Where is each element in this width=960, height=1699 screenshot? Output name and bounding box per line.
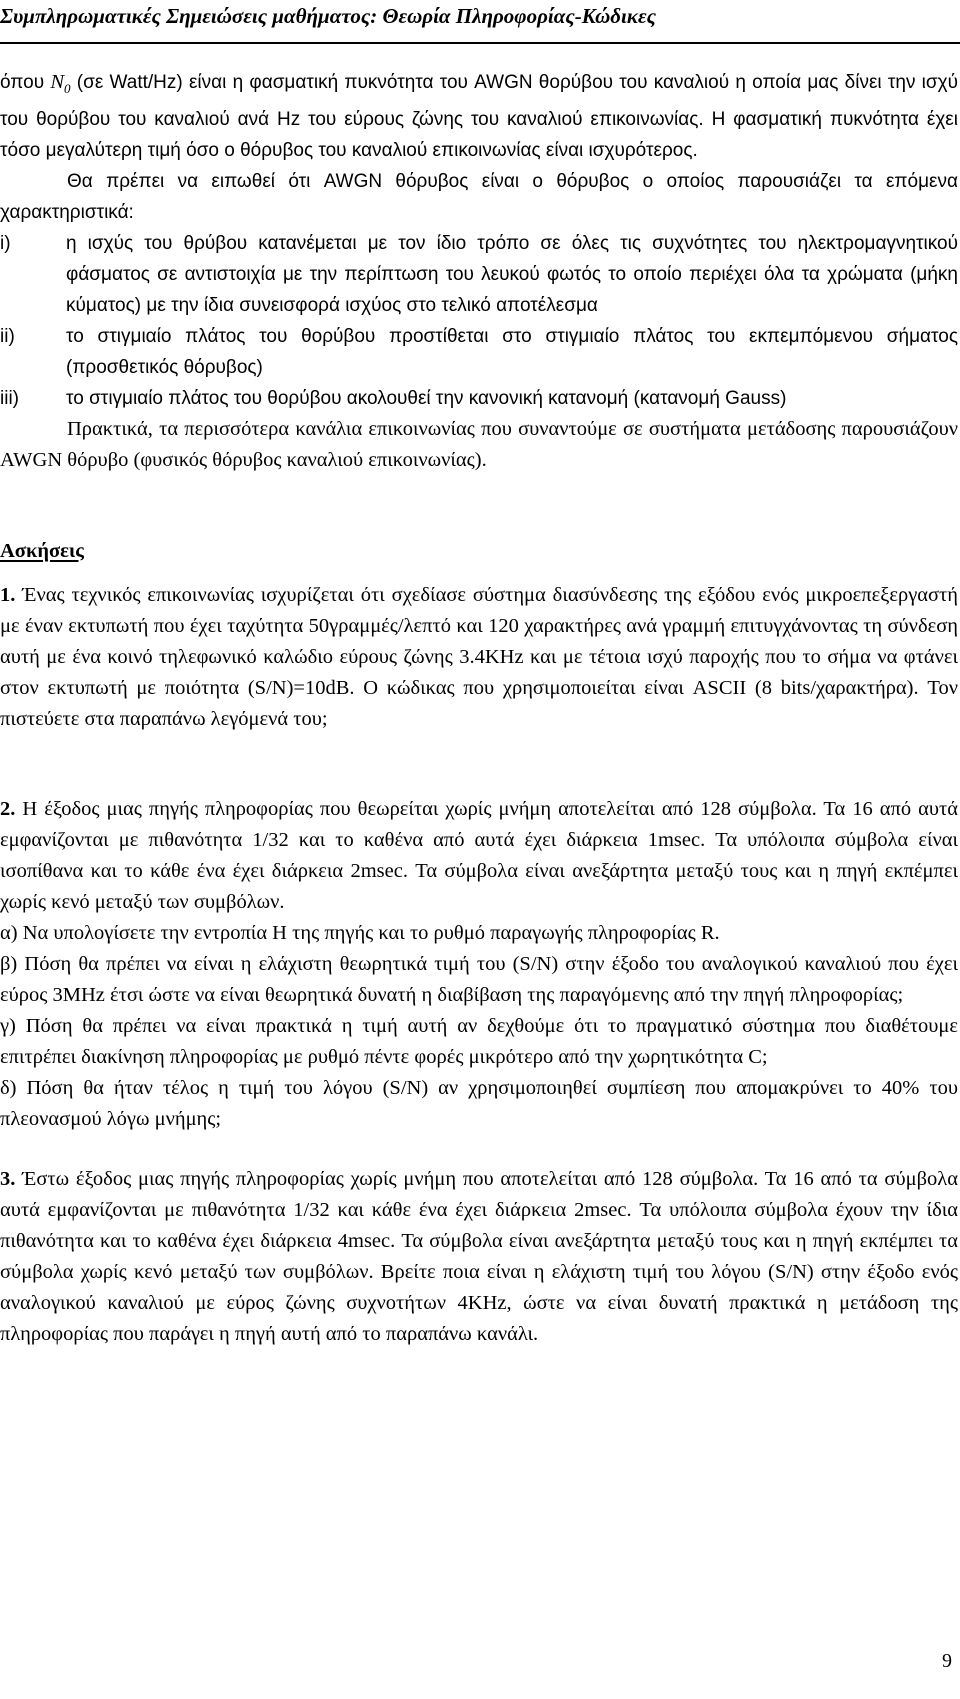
list-marker: ii): [0, 325, 15, 347]
list-item-text: το στιγμιαίο πλάτος του θορύβου ακολουθεί την κανονική κατανομή (κατανομή Gauss): [66, 387, 787, 409]
list-item-text: η ισχύς του θρύβου κατανέμεται με τον ίδιο τρόπο σε όλες τις συχνότητες του ηλεκτρομαγνητικού φάσματος σε αντιστοιχία με την περίπτωση του λευκού φωτός το οποίο περιέχει όλα τα χρώματα (μήκη κύματος) με την ίδια συνεισφορά ισχύος στο τελικό αποτέλεσμα: [66, 232, 958, 316]
exercise-2: [0, 794, 958, 918]
header-divider: [0, 42, 960, 44]
exercise-text: Ένας τεχνικός επικοινωνίας ισχυρίζεται ότι σχεδίασε σύστημα διασύνδεσης της εξόδου ενός μικροεπεξεργαστή με έναν εκτυπωτή που έχει ταχύτητα 50γραμμές/λεπτό και 120 χαρακτήρες ανά γραμμή επιτυγχάνοντας τη σύνδεση αυτή με ένα κοινό τηλεφωνικό καλώδιο εύρους ζώνης 3.4KHz και με τέτοια ισχύ παροχής που το σήμα να φτάνει στον εκτυπωτή με ποιότητα (S/N)=10dB. Ο κώδικας που χρησιμοποιείται είναι ASCII (8 bits/χαρακτήρα). Τον πιστεύετε στα παραπάνω λεγόμενά του;: [0, 583, 958, 730]
noise-density-symbol: N: [50, 71, 65, 93]
exercises-heading: Ασκήσεις: [0, 539, 84, 562]
intro-paragraph-2: Θα πρέπει να ειπωθεί ότι AWGN θόρυβος είναι ο θόρυβος ο οποίος παρουσιάζει τα επόμενα χαρακτηριστικά:: [0, 170, 958, 223]
exercise-3: [0, 1164, 958, 1350]
list-item: [0, 321, 958, 383]
list-item-text: το στιγμιαίο πλάτος του θορύβου προστίθεται στο στιγμιαίο πλάτος του εκπεμπόμενου σήματος (προσθετικός θόρυβος): [66, 325, 958, 378]
list-item: [0, 228, 958, 321]
page-content: [0, 67, 958, 1350]
page-number: 9: [942, 1650, 952, 1672]
exercise-2-part-b: β) Πόση θα πρέπει να είναι η ελάχιστη θεωρητικά τιμή του (S/N) στην έξοδο του αναλογικού καναλιού που έχει εύρος 3MHz έτσι ώστε να είναι θεωρητικά δυνατή η διαβίβαση της παραγόμενης από την πηγή πληροφορίας;: [0, 952, 958, 1006]
intro-paragraph-3: Πρακτικά, τα περισσότερα κανάλια επικοινωνίας που συναντούμε σε συστήματα μετάδοσης παρουσιάζουν AWGN θόρυβο (φυσικός θόρυβος καναλιού επικοινωνίας).: [0, 417, 958, 471]
list-item: [0, 383, 958, 414]
list-marker: i): [0, 232, 11, 254]
running-header: Συμπληρωματικές Σημειώσεις μαθήματος: Θεωρία Πληροφορίας-Κώδικες: [0, 4, 656, 28]
intro-text-rest: (σε Watt/Hz) είναι η φασματική πυκνότητα του AWGN θορύβου του καναλιού η οποία μας δίνει την ισχύ του θορύβου του καναλιού ανά Hz του εύρους ζώνης του καναλιού επικοινωνίας. Η φασματική πυκνότητα έχει τόσο μεγαλύτερη τιμή όσο ο θόρυβος του καναλιού επικοινωνίας είναι ισχυρότερος.: [0, 72, 958, 161]
list-marker: iii): [0, 387, 19, 409]
exercise-text: Η έξοδος μιας πηγής πληροφορίας που θεωρείται χωρίς μνήμη αποτελείται από 128 σύμβολα. Τα 16 από αυτά εμφανίζονται με πιθανότητα 1/32 και το καθένα από αυτά έχει διάρκεια 1msec. Τα υπόλοιπα σύμβολα είναι ισοπίθανα και το κάθε ένα έχει διάρκεια 2msec. Τα σύμβολα είναι ανεξάρτητα μεταξύ τους και η πηγή εκπέμπει χωρίς κενό μεταξύ των συμβόλων.: [0, 797, 958, 913]
exercise-2-part-d: δ) Πόση θα ήταν τέλος η τιμή του λόγου (S/N) αν χρησιμοποιηθεί συμπίεση που απομακρύνει το 40% του πλεονασμού λόγω μνήμης;: [0, 1076, 958, 1130]
noise-density-subscript: 0: [64, 80, 71, 96]
exercise-number: 1.: [0, 583, 16, 606]
exercise-number: 2.: [0, 797, 16, 820]
intro-text-start: όπου: [0, 72, 51, 93]
intro-paragraph-1: [0, 67, 958, 166]
exercise-text: Έστω έξοδος μιας πηγής πληροφορίας χωρίς μνήμη που αποτελείται από 128 σύμβολα. Τα 16 από τα σύμβολα αυτά εμφανίζονται με πιθανότητα 1/32 και κάθε ένα έχει διάρκεια 2msec. Τα υπόλοιπα σύμβολα έχουν την ίδια πιθανότητα και το καθένα έχει διάρκεια 4msec. Τα σύμβολα είναι ανεξάρτητα μεταξύ τους και η πηγή εκπέμπει τα σύμβολα χωρίς κενό μεταξύ των συμβόλων. Βρείτε ποια είναι η ελάχιστη τιμή του λόγου (S/N) στην έξοδο ενός αναλογικού καναλιού με εύρος ζώνης συχνοτήτων 4KHz, ώστε να είναι δυνατή πρακτικά η μετάδοση της πληροφορίας που παράγει η πηγή αυτή από το παραπάνω κανάλι.: [0, 1167, 958, 1345]
exercise-number: 3.: [0, 1167, 16, 1190]
exercise-2-part-a: α) Να υπολογίσετε την εντροπία H της πηγής και το ρυθμό παραγωγής πληροφορίας R.: [0, 921, 720, 944]
exercise-2-part-c: γ) Πόση θα πρέπει να είναι πρακτικά η τιμή αυτή αν δεχθούμε ότι το πραγματικό σύστημα που διαθέτουμε επιτρέπει διακίνηση πληροφορίας με ρυθμό πέντε φορές μικρότερο από την χωρητικότητα C;: [0, 1014, 958, 1068]
exercise-1: [0, 580, 958, 735]
